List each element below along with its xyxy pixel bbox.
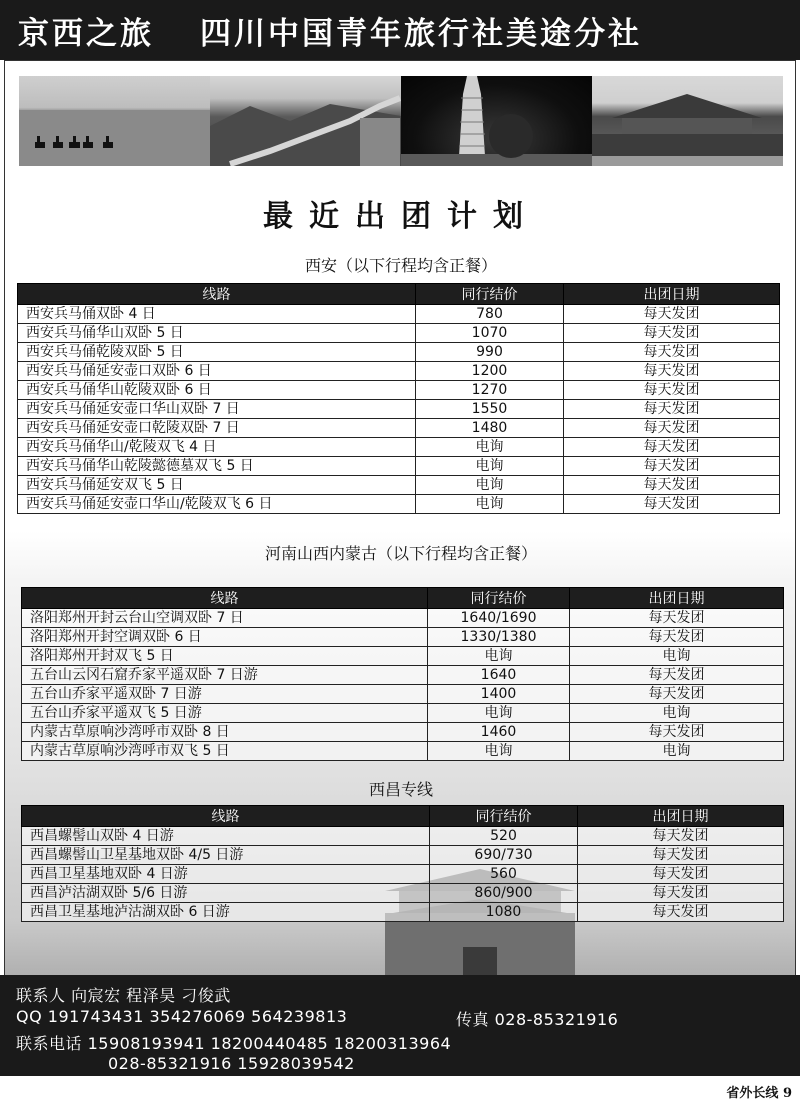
route-cell: 西昌卫星基地泸沽湖双卧 6 日游 <box>22 903 430 922</box>
price-cell: 1270 <box>416 381 564 400</box>
table-header-row <box>18 284 780 305</box>
price-cell: 电询 <box>428 704 570 723</box>
contact-bar <box>0 975 800 1076</box>
section-title-henan-shanxi-neimenggu: 河南山西内蒙古（以下行程均含正餐） <box>264 544 537 563</box>
price-cell: 1460 <box>428 723 570 742</box>
date-cell: 每天发团 <box>564 438 780 457</box>
route-cell: 五台山云冈石窟乔家平遥双卧 7 日游 <box>22 666 428 685</box>
header-agency-name: 四川中国青年旅行社美途分社 <box>200 15 642 52</box>
price-cell: 990 <box>416 343 564 362</box>
table-row <box>22 723 784 742</box>
route-cell: 西安兵马俑华山/乾陵双飞 4 日 <box>18 438 416 457</box>
great-wall-photo <box>210 76 401 166</box>
price-cell: 1550 <box>416 400 564 419</box>
table-row <box>18 457 780 476</box>
photo-strip <box>19 76 783 166</box>
date-cell: 每天发团 <box>578 846 784 865</box>
table-row <box>18 400 780 419</box>
table-row <box>22 628 784 647</box>
price-column-header: 同行结价 <box>416 284 564 305</box>
date-cell: 每天发团 <box>564 400 780 419</box>
route-cell: 西安兵马俑延安双飞 5 日 <box>18 476 416 495</box>
price-cell: 860/900 <box>430 884 578 903</box>
table-row <box>18 419 780 438</box>
route-cell: 五台山乔家平遥双飞 5 日游 <box>22 704 428 723</box>
table-row <box>22 884 784 903</box>
route-column-header: 线路 <box>18 284 416 305</box>
table-header-row <box>22 588 784 609</box>
route-cell: 内蒙古草原响沙湾呼市双飞 5 日 <box>22 742 428 761</box>
table-row <box>22 609 784 628</box>
henan-routes-table <box>21 587 784 761</box>
date-column-header: 出团日期 <box>570 588 784 609</box>
date-cell: 每天发团 <box>570 723 784 742</box>
big-wild-goose-pagoda-photo <box>401 76 592 166</box>
route-cell: 洛阳郑州开封空调双卧 6 日 <box>22 628 428 647</box>
price-cell: 电询 <box>416 457 564 476</box>
price-cell: 1200 <box>416 362 564 381</box>
table-row <box>22 903 784 922</box>
table-row <box>22 647 784 666</box>
route-cell: 西安兵马俑延安壶口华山双卧 7 日 <box>18 400 416 419</box>
table-row <box>18 438 780 457</box>
route-cell: 洛阳郑州开封双飞 5 日 <box>22 647 428 666</box>
main-title: 最近出团计划 <box>263 199 539 234</box>
price-cell: 780 <box>416 305 564 324</box>
route-cell: 西安兵马俑乾陵双卧 5 日 <box>18 343 416 362</box>
header-left-title: 京西之旅 <box>18 15 154 52</box>
route-cell: 西安兵马俑华山双卧 5 日 <box>18 324 416 343</box>
table-header-row <box>22 806 784 827</box>
price-column-header: 同行结价 <box>428 588 570 609</box>
date-cell: 每天发团 <box>564 362 780 381</box>
date-cell: 每天发团 <box>578 903 784 922</box>
content-frame <box>4 60 796 1076</box>
date-cell: 每天发团 <box>564 495 780 514</box>
price-cell: 1640 <box>428 666 570 685</box>
date-cell: 每天发团 <box>578 884 784 903</box>
route-cell: 内蒙古草原响沙湾呼市双卧 8 日 <box>22 723 428 742</box>
price-cell: 1480 <box>416 419 564 438</box>
route-cell: 西昌泸沽湖双卧 5/6 日游 <box>22 884 430 903</box>
price-cell: 560 <box>430 865 578 884</box>
table-row <box>18 381 780 400</box>
price-cell: 电询 <box>416 438 564 457</box>
table-row <box>22 827 784 846</box>
date-cell: 每天发团 <box>570 666 784 685</box>
price-cell: 1330/1380 <box>428 628 570 647</box>
tiananmen-photo <box>592 76 783 166</box>
date-cell: 每天发团 <box>570 685 784 704</box>
date-cell: 每天发团 <box>564 476 780 495</box>
section-title-xichang: 西昌专线 <box>368 780 433 799</box>
date-column-header: 出团日期 <box>564 284 780 305</box>
price-cell: 520 <box>430 827 578 846</box>
date-cell: 每天发团 <box>564 381 780 400</box>
date-cell: 每天发团 <box>564 324 780 343</box>
date-cell: 每天发团 <box>570 628 784 647</box>
route-cell: 西安兵马俑延安壶口华山/乾陵双飞 6 日 <box>18 495 416 514</box>
route-column-header: 线路 <box>22 806 430 827</box>
table-row <box>18 476 780 495</box>
price-cell: 1080 <box>430 903 578 922</box>
date-cell: 电询 <box>570 704 784 723</box>
contact-fax: 传真 028-85321916 <box>456 1010 619 1029</box>
date-cell: 每天发团 <box>578 865 784 884</box>
route-cell: 洛阳郑州开封云台山空调双卧 7 日 <box>22 609 428 628</box>
table-row <box>18 362 780 381</box>
price-cell: 1640/1690 <box>428 609 570 628</box>
route-cell: 西昌螺髻山双卧 4 日游 <box>22 827 430 846</box>
table-row <box>18 305 780 324</box>
price-cell: 电询 <box>428 647 570 666</box>
contact-qq: QQ 191743431 354276069 564239813 <box>16 1007 348 1026</box>
table-row <box>18 495 780 514</box>
price-cell: 电询 <box>428 742 570 761</box>
date-cell: 每天发团 <box>564 305 780 324</box>
table-row <box>22 666 784 685</box>
grassland-horses-photo <box>19 76 210 166</box>
table-row <box>22 704 784 723</box>
contact-phones-line2: 028-85321916 15928039542 <box>108 1054 355 1073</box>
route-cell: 五台山乔家平遥双卧 7 日游 <box>22 685 428 704</box>
price-cell: 1070 <box>416 324 564 343</box>
route-cell: 西安兵马俑延安壶口乾陵双卧 7 日 <box>18 419 416 438</box>
route-cell: 西昌卫星基地双卧 4 日游 <box>22 865 430 884</box>
date-cell: 每天发团 <box>570 609 784 628</box>
date-cell: 每天发团 <box>564 343 780 362</box>
table-row <box>22 685 784 704</box>
price-cell: 1400 <box>428 685 570 704</box>
route-cell: 西安兵马俑华山乾陵懿德墓双飞 5 日 <box>18 457 416 476</box>
route-column-header: 线路 <box>22 588 428 609</box>
route-cell: 西安兵马俑双卧 4 日 <box>18 305 416 324</box>
table-row <box>22 742 784 761</box>
price-cell: 电询 <box>416 495 564 514</box>
xian-routes-table <box>17 283 780 514</box>
contact-people: 联系人 向宸宏 程泽昊 刁俊武 <box>16 986 231 1005</box>
route-cell: 西安兵马俑华山乾陵双卧 6 日 <box>18 381 416 400</box>
price-cell: 电询 <box>416 476 564 495</box>
route-cell: 西安兵马俑延安壶口双卧 6 日 <box>18 362 416 381</box>
header-bar <box>0 0 800 60</box>
contact-phones-line1: 联系电话 15908193941 18200440485 18200313964 <box>16 1034 452 1053</box>
price-column-header: 同行结价 <box>430 806 578 827</box>
date-cell: 电询 <box>570 742 784 761</box>
xichang-routes-table <box>21 805 784 922</box>
date-cell: 电询 <box>570 647 784 666</box>
table-row <box>22 865 784 884</box>
table-row <box>18 343 780 362</box>
date-cell: 每天发团 <box>564 419 780 438</box>
route-cell: 西昌螺髻山卫星基地双卧 4/5 日游 <box>22 846 430 865</box>
date-cell: 每天发团 <box>564 457 780 476</box>
table-row <box>18 324 780 343</box>
price-cell: 690/730 <box>430 846 578 865</box>
table-row <box>22 846 784 865</box>
page-footer-label: 省外长线 9 <box>726 1086 792 1100</box>
date-column-header: 出团日期 <box>578 806 784 827</box>
date-cell: 每天发团 <box>578 827 784 846</box>
section-title-xian: 西安（以下行程均含正餐） <box>304 256 497 275</box>
